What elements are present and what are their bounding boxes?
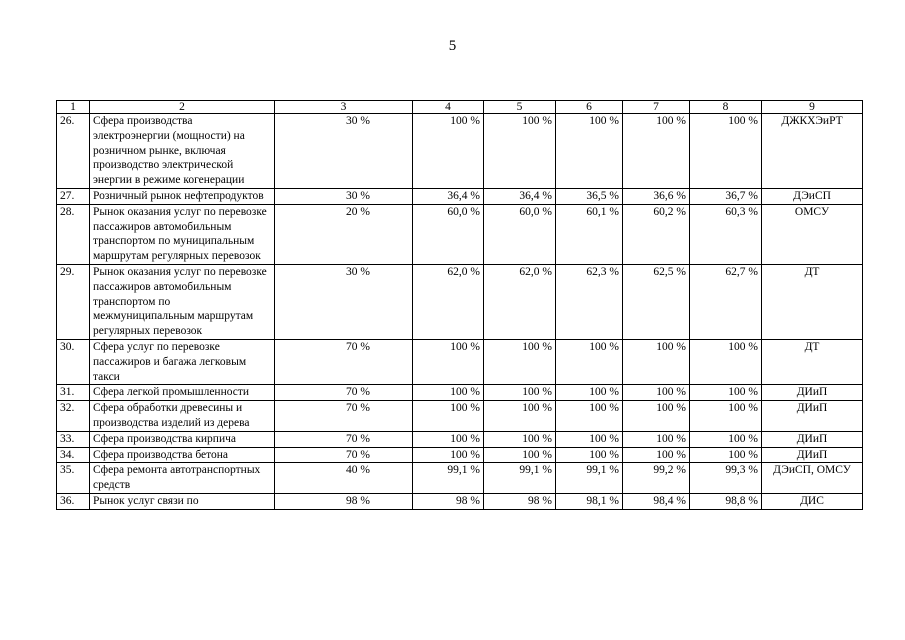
- value-col-8: 100 %: [690, 385, 762, 401]
- market-name: Рынок услуг связи по: [90, 493, 275, 509]
- responsible-agency: ДТ: [762, 264, 863, 339]
- value-col-4: 100 %: [413, 447, 484, 463]
- row-number: 26.: [57, 114, 90, 189]
- value-col-4: 100 %: [413, 114, 484, 189]
- responsible-agency: ДТ: [762, 339, 863, 384]
- row-number: 36.: [57, 493, 90, 509]
- value-col-7: 98,4 %: [623, 493, 690, 509]
- value-col-7: 100 %: [623, 385, 690, 401]
- value-col-8: 60,3 %: [690, 204, 762, 264]
- value-col-3: 70 %: [275, 385, 413, 401]
- row-number: 32.: [57, 401, 90, 432]
- row-number: 27.: [57, 188, 90, 204]
- value-col-3: 70 %: [275, 447, 413, 463]
- value-col-3: 98 %: [275, 493, 413, 509]
- row-number: 33.: [57, 431, 90, 447]
- value-col-4: 100 %: [413, 401, 484, 432]
- value-col-3: 30 %: [275, 188, 413, 204]
- value-col-7: 100 %: [623, 339, 690, 384]
- value-col-4: 100 %: [413, 339, 484, 384]
- column-header-3: 3: [275, 101, 413, 114]
- value-col-6: 36,5 %: [556, 188, 623, 204]
- table-row: [57, 463, 863, 494]
- indicators-table: [56, 100, 863, 510]
- value-col-6: 98,1 %: [556, 493, 623, 509]
- value-col-6: 99,1 %: [556, 463, 623, 494]
- responsible-agency: ДЭиСП: [762, 188, 863, 204]
- market-name: Сфера обработки древесины и производства изделий из дерева: [90, 401, 275, 432]
- value-col-8: 100 %: [690, 431, 762, 447]
- market-name: Сфера легкой промышленности: [90, 385, 275, 401]
- value-col-5: 36,4 %: [484, 188, 556, 204]
- value-col-8: 99,3 %: [690, 463, 762, 494]
- value-col-6: 100 %: [556, 114, 623, 189]
- value-col-8: 100 %: [690, 447, 762, 463]
- value-col-4: 99,1 %: [413, 463, 484, 494]
- value-col-5: 100 %: [484, 114, 556, 189]
- table-row: [57, 385, 863, 401]
- value-col-4: 98 %: [413, 493, 484, 509]
- row-number: 31.: [57, 385, 90, 401]
- market-name: Рынок оказания услуг по перевозке пассажиров автомобильным транспортом по межмуниципальным маршрутам регулярных перевозок: [90, 264, 275, 339]
- value-col-5: 100 %: [484, 385, 556, 401]
- value-col-3: 30 %: [275, 114, 413, 189]
- value-col-4: 36,4 %: [413, 188, 484, 204]
- market-name: Сфера производства электроэнергии (мощности) на розничном рынке, включая производство электрической энергии в режиме когенерации: [90, 114, 275, 189]
- responsible-agency: ДИиП: [762, 401, 863, 432]
- table-row: [57, 188, 863, 204]
- value-col-8: 100 %: [690, 114, 762, 189]
- value-col-7: 62,5 %: [623, 264, 690, 339]
- responsible-agency: ДИиП: [762, 447, 863, 463]
- market-name: Сфера производства кирпича: [90, 431, 275, 447]
- table-row: [57, 493, 863, 509]
- value-col-6: 100 %: [556, 339, 623, 384]
- market-name: Сфера ремонта автотранспортных средств: [90, 463, 275, 494]
- market-name: Рынок оказания услуг по перевозке пассажиров автомобильным транспортом по муниципальным маршрутам регулярных перевозок: [90, 204, 275, 264]
- page-number: 5: [448, 38, 457, 54]
- column-header-2: 2: [90, 101, 275, 114]
- row-number: 35.: [57, 463, 90, 494]
- value-col-3: 70 %: [275, 431, 413, 447]
- value-col-7: 100 %: [623, 114, 690, 189]
- value-col-3: 70 %: [275, 401, 413, 432]
- market-name: Сфера услуг по перевозке пассажиров и багажа легковым такси: [90, 339, 275, 384]
- value-col-6: 100 %: [556, 431, 623, 447]
- value-col-6: 100 %: [556, 447, 623, 463]
- value-col-8: 62,7 %: [690, 264, 762, 339]
- value-col-8: 98,8 %: [690, 493, 762, 509]
- column-header-4: 4: [413, 101, 484, 114]
- table-row: [57, 431, 863, 447]
- value-col-7: 60,2 %: [623, 204, 690, 264]
- column-header-6: 6: [556, 101, 623, 114]
- value-col-7: 100 %: [623, 401, 690, 432]
- value-col-5: 60,0 %: [484, 204, 556, 264]
- column-header-5: 5: [484, 101, 556, 114]
- value-col-7: 100 %: [623, 447, 690, 463]
- responsible-agency: ДИиП: [762, 385, 863, 401]
- table-row: [57, 339, 863, 384]
- value-col-5: 62,0 %: [484, 264, 556, 339]
- value-col-5: 100 %: [484, 431, 556, 447]
- value-col-3: 40 %: [275, 463, 413, 494]
- row-number: 30.: [57, 339, 90, 384]
- value-col-6: 62,3 %: [556, 264, 623, 339]
- value-col-4: 100 %: [413, 385, 484, 401]
- header-row: [57, 101, 863, 114]
- value-col-5: 100 %: [484, 447, 556, 463]
- value-col-6: 100 %: [556, 401, 623, 432]
- table-row: [57, 447, 863, 463]
- responsible-agency: ОМСУ: [762, 204, 863, 264]
- column-header-1: 1: [57, 101, 90, 114]
- column-header-7: 7: [623, 101, 690, 114]
- value-col-4: 62,0 %: [413, 264, 484, 339]
- responsible-agency: ДИиП: [762, 431, 863, 447]
- market-name: Розничный рынок нефтепродуктов: [90, 188, 275, 204]
- row-number: 28.: [57, 204, 90, 264]
- value-col-8: 100 %: [690, 339, 762, 384]
- table-row: [57, 401, 863, 432]
- value-col-5: 98 %: [484, 493, 556, 509]
- value-col-5: 100 %: [484, 339, 556, 384]
- value-col-4: 60,0 %: [413, 204, 484, 264]
- value-col-4: 100 %: [413, 431, 484, 447]
- responsible-agency: ДЭиСП, ОМСУ: [762, 463, 863, 494]
- value-col-6: 60,1 %: [556, 204, 623, 264]
- value-col-6: 100 %: [556, 385, 623, 401]
- column-header-8: 8: [690, 101, 762, 114]
- value-col-5: 100 %: [484, 401, 556, 432]
- table-row: [57, 264, 863, 339]
- responsible-agency: ДИС: [762, 493, 863, 509]
- table-row: [57, 204, 863, 264]
- column-header-9: 9: [762, 101, 863, 114]
- value-col-8: 36,7 %: [690, 188, 762, 204]
- value-col-8: 100 %: [690, 401, 762, 432]
- value-col-7: 100 %: [623, 431, 690, 447]
- table-row: [57, 114, 863, 189]
- table-body: [57, 114, 863, 510]
- responsible-agency: ДЖКХЭиРТ: [762, 114, 863, 189]
- value-col-3: 70 %: [275, 339, 413, 384]
- row-number: 29.: [57, 264, 90, 339]
- value-col-7: 99,2 %: [623, 463, 690, 494]
- value-col-5: 99,1 %: [484, 463, 556, 494]
- value-col-3: 20 %: [275, 204, 413, 264]
- value-col-7: 36,6 %: [623, 188, 690, 204]
- value-col-3: 30 %: [275, 264, 413, 339]
- market-name: Сфера производства бетона: [90, 447, 275, 463]
- row-number: 34.: [57, 447, 90, 463]
